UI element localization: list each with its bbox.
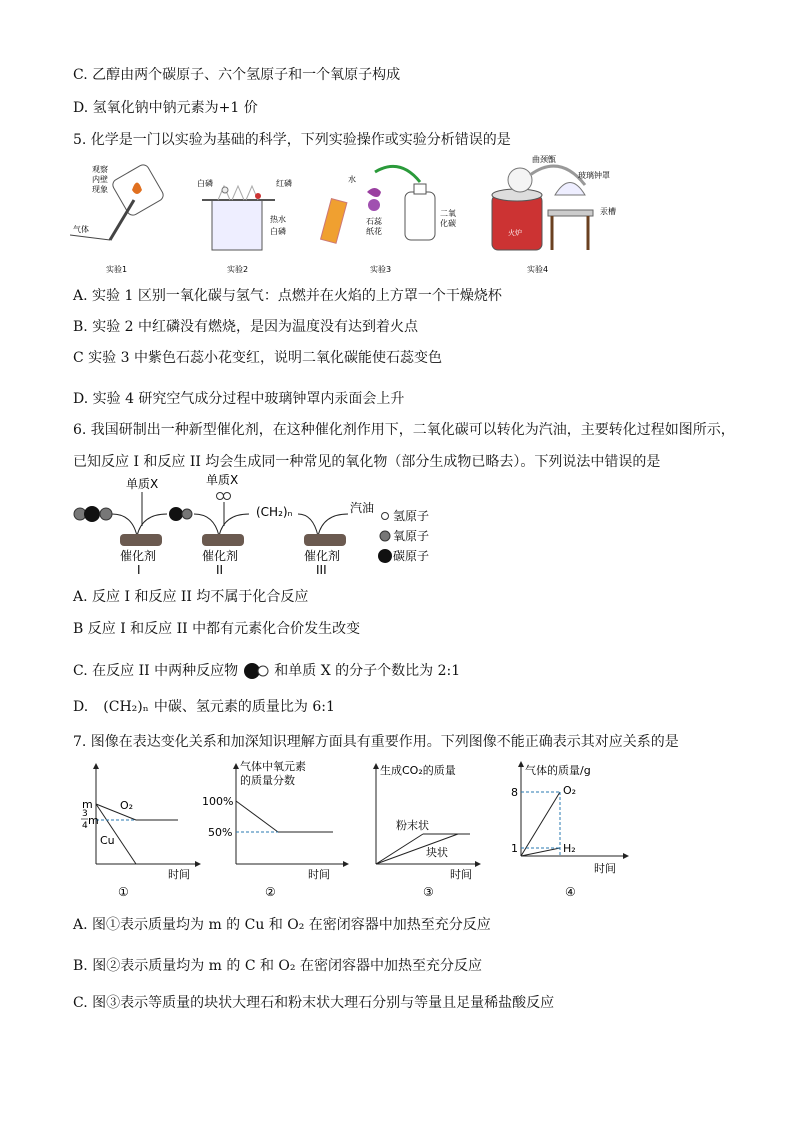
q6-stem-line1: 6. 我国研制出一种新型催化剂，在这种催化剂作用下，二氧化碳可以转化为汽油，主要转化过程如图所示， (73, 422, 735, 438)
legend-h-icon (382, 513, 389, 520)
q5-option-d: D. 实验 4 研究空气成分过程中玻璃钟罩内汞面会上升 (73, 391, 405, 407)
g1-cu: Cu (100, 834, 115, 847)
legend-c-icon (378, 549, 392, 563)
q6-cat2: 催化剂 (202, 549, 239, 563)
g4-t8: 8 (511, 786, 518, 799)
g2-xlabel: 时间 (308, 868, 330, 881)
exp4-bell: 玻璃钟罩 (578, 171, 610, 180)
reactant-c-atom (84, 506, 100, 522)
g3-block: 块状 (426, 846, 448, 859)
g1-frac-den: 4 (82, 821, 88, 831)
g2-ylabel-1: 气体中氧元素 (240, 760, 306, 773)
g3-powder: 粉末状 (396, 819, 429, 832)
q6-cat1-num: I (137, 563, 141, 577)
g1-frac-m: m (88, 814, 99, 827)
exp1-obs-1: 观察 (92, 165, 108, 174)
experiment-1 (70, 163, 165, 274)
g4-h2-line (521, 848, 560, 856)
g1-m: m (82, 798, 93, 811)
q6-product: 汽油 (350, 501, 375, 515)
q6-x2: 单质X (206, 474, 239, 487)
exp1-obs-3: 现象 (92, 185, 108, 194)
g3-xlabel: 时间 (450, 868, 472, 881)
q6-cat2-num: II (216, 563, 224, 577)
q6-option-d-formula: (CH₂)ₙ (103, 699, 149, 715)
q6-cat3: 催化剂 (304, 549, 341, 563)
legend-h: 氢原子 (393, 509, 430, 523)
graph-3 (376, 763, 480, 899)
g2-t100: 100% (202, 795, 234, 808)
g1-num: ① (118, 885, 129, 899)
g1-frac-num: 3 (82, 809, 88, 819)
experiment-4 (492, 154, 616, 274)
q6-option-c-pre: C. 在反应 II 中两种反应物 (73, 663, 239, 679)
g4-h2: H₂ (563, 842, 576, 855)
q4-option-d: D. 氢氧化钠中钠元素为+1 价 (73, 100, 258, 116)
g1-xlabel: 时间 (168, 868, 190, 881)
g4-ylabel: 气体的质量/g (525, 764, 591, 777)
q5-option-a: A. 实验 1 区别一氧化碳与氢气：点燃并在火焰的上方罩一个干燥烧杯 (73, 288, 502, 304)
legend-o: 氧原子 (393, 529, 430, 543)
exp4-retort: 曲颈甑 (532, 155, 556, 164)
g2-num: ② (265, 885, 276, 899)
g2-line-1 (236, 801, 278, 832)
q5-option-b: B. 实验 2 中红磷没有燃烧，是因为温度没有达到着火点 (73, 319, 418, 335)
exp1-gas: 气体 (73, 225, 89, 234)
experiment-2 (197, 178, 292, 274)
q6-conversion-figure (70, 474, 450, 586)
g3-ylabel: 生成CO₂的质量 (380, 764, 456, 777)
exp1-obs-2: 内壁 (92, 175, 108, 184)
exp3-co2-2: 化碳 (440, 219, 456, 228)
g2-ylabel-2: 的质量分数 (240, 774, 295, 787)
q6-ch2: (CH₂)ₙ (256, 505, 293, 519)
q7-option-a: A. 图①表示质量均为 m 的 Cu 和 O₂ 在密闭容器中加热至充分反应 (73, 917, 491, 933)
g3-num: ③ (423, 885, 434, 899)
q6-x1: 单质X (126, 477, 159, 491)
g2-t50: 50% (208, 826, 233, 839)
graph-1 (81, 764, 200, 899)
g4-xlabel: 时间 (594, 862, 616, 875)
q7-option-b: B. 图②表示质量均为 m 的 C 和 O₂ 在密闭容器中加热至充分反应 (73, 958, 482, 974)
exp3-water: 水 (348, 175, 356, 184)
exp3-flower-2: 纸花 (366, 227, 382, 236)
experiment-3 (321, 166, 456, 274)
g4-o2-line (521, 792, 560, 856)
q6-stem-line2: 已知反应 I 和反应 II 均会生成同一种常见的氧化物（部分生成物已略去）。下列说法中错误的是 (73, 454, 661, 470)
reactant-o-atom-2 (100, 508, 112, 520)
legend-c: 碳原子 (393, 549, 430, 563)
q6-cat1: 催化剂 (120, 549, 157, 563)
exp4-hg: 汞槽 (600, 207, 616, 216)
exp2-bailin-bottom: 白磷 (270, 227, 286, 236)
q6-option-c (73, 660, 460, 680)
q5-stem: 5. 化学是一门以实验为基础的科学，下列实验操作或实验分析错误的是 (73, 132, 511, 148)
q5-option-c: C 实验 3 中紫色石蕊小花变红，说明二氧化碳能使石蕊变色 (73, 350, 442, 366)
q6-option-a: A. 反应 I 和反应 II 均不属于化合反应 (73, 589, 309, 605)
q5-experiment-figure (70, 150, 650, 280)
q6-option-d-pre: D. (73, 699, 89, 715)
graph-4 (511, 762, 628, 899)
q6-option-b: B 反应 I 和反应 II 中都有元素化合价发生改变 (73, 621, 361, 637)
molecule-co-icon (243, 662, 269, 680)
g1-o2: O₂ (120, 799, 134, 812)
exp2-bailin-top: 白磷 (197, 179, 213, 188)
exp1-label: 实验1 (106, 265, 128, 274)
q6-option-d (73, 696, 335, 716)
g4-num: ④ (565, 885, 576, 899)
exp3-flower-1: 石蕊 (366, 217, 382, 226)
legend-o-icon (380, 531, 390, 541)
q6-option-c-post: 和单质 X 的分子个数比为 2:1 (274, 663, 461, 679)
exp4-furnace: 火炉 (508, 229, 522, 237)
exp2-honglin: 红磷 (276, 179, 292, 188)
graph-2 (202, 759, 348, 899)
q4-option-c: C. 乙醇由两个碳原子、六个氢原子和一个氧原子构成 (73, 67, 401, 83)
g4-t1: 1 (511, 842, 518, 855)
exp4-label: 实验4 (527, 265, 549, 274)
q7-graphs (78, 756, 638, 902)
q7-option-c: C. 图③表示等质量的块状大理石和粉末状大理石分别与等量且足量稀盐酸反应 (73, 995, 555, 1011)
exp2-reshui: 热水 (270, 215, 286, 224)
exp3-label: 实验3 (370, 265, 392, 274)
q6-cat3-num: III (316, 563, 327, 577)
g4-o2: O₂ (563, 784, 577, 797)
exp2-label: 实验2 (227, 265, 249, 274)
q7-stem: 7. 图像在表达变化关系和加深知识理解方面具有重要作用。下列图像不能正确表示其对应关系的是 (73, 734, 679, 750)
exp3-co2-1: 二氧 (440, 209, 456, 218)
q6-option-d-post: 中碳、氢元素的质量比为 6:1 (153, 699, 335, 715)
